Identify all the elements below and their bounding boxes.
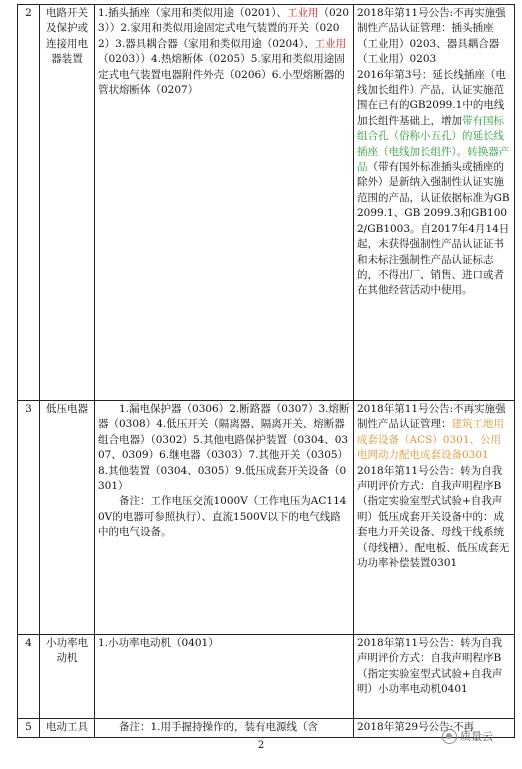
scope-text: （0203））4.热熔断体（0205）5.家用和类似用途固定式电气装置电器附件外壳（0206）6.小型熔断器的管状熔断体（0207） (98, 53, 345, 97)
product-scope (95, 401, 354, 635)
remarks (354, 401, 515, 635)
category-name: 低压电器 (40, 401, 95, 635)
watermark-text: 质量云 (460, 730, 493, 743)
category-name: 电路开关及保护或连接用电器装置 (40, 5, 95, 401)
highlight-text: 带有国标组合孔（俗称小五孔）的延长线插座（电线加长组件）。转换器产品 (357, 114, 510, 174)
table-row (18, 401, 515, 635)
scope-note: 备注：工作电压交流1000V（工作电压为AC1140V的电器可参照执行）、直流1500V以下的电气线路中的电气设备。 (98, 495, 347, 539)
row-number: 4 (18, 635, 40, 719)
scope-text: （0203））2.家用和类似用途固定式电气装置的开关（0202）3.器具耦合器（家用和类似用途（0204）、 (98, 7, 350, 50)
category-name: 电动工具 (40, 719, 95, 738)
table-row (18, 635, 515, 719)
remark-paragraph: 2018年第11号公告：转为自我声明评价方式：自我声明程序B（指定实验室型式试验+自我声明）小功率电动机0401 (357, 637, 503, 696)
remark-text: 2016年第3号：延长线插座（电线加长组件）产品，认证实施范围在已有的GB2099.1中的电线加长组件基础上，增加 (357, 68, 506, 127)
row-number: 5 (18, 719, 40, 738)
product-scope (95, 5, 354, 401)
highlight-text: 工业用 (314, 37, 347, 50)
product-catalogue-table (17, 4, 515, 738)
remark-text: （带有国外标准插头或插座的除外）是新纳入强制性认证实施范围的产品，认证依据标准为GB 2099.1、GB 2099.3和GB1002/GB1003。自2017年4月14日起，未获得强制性产品认证证书和未标注强制性产品认证标志的，不得出厂、销售、进口或者在其他经营活动中使用。 (357, 161, 510, 297)
remark-paragraph: 2018年第11号公告：转为自我声明评价方式：自我声明程序B（指定实验室型式试验+自我声明）低压成套开关设备中的：成套电力开关设备、母线干线系统（母线槽）、配电板、低压成套无功功率补偿装置0301 (357, 464, 510, 570)
product-scope (95, 635, 354, 719)
remark-paragraph: 2018年第29号公告:不再 (357, 721, 475, 733)
remarks (354, 5, 515, 401)
product-scope (95, 719, 354, 738)
highlight-text: 工业用 (287, 7, 319, 19)
remark-text: 2018年第11号公告:不再实施强制性产品认证管理： (357, 403, 506, 431)
row-number: 3 (18, 401, 40, 635)
table-row (18, 5, 515, 401)
remark-paragraph (357, 402, 511, 464)
remark-paragraph: 2018年第11号公告:不再实施强制性产品认证管理：插头插座（工业用）0203、器具耦合器（工业用）0203 (357, 7, 506, 66)
highlight-text: 建筑工地用成套设备（ACS）0301、公用电网动力配电成套设备0301 (357, 418, 504, 462)
table-row (18, 719, 515, 738)
row-number: 2 (18, 5, 40, 401)
scope-text: 备注：1.用手握持操作的，装有电源线（含 (119, 721, 319, 733)
scope-text: 1.小功率电动机（0401） (98, 637, 219, 649)
remark-paragraph (357, 68, 511, 299)
remarks (354, 635, 515, 719)
page-number: 2 (257, 740, 265, 751)
scope-text: 1.插头插座（家用和类似用途（0201）、 (98, 7, 287, 19)
scope-text: 1.漏电保护器（0306）2.断路器（0307）3.熔断器（0308）4.低压开关（隔离器、隔离开关、熔断器组合电器）（0302）5.其他电路保护装置（0304、0307、0309）6.继电器（0303）7.其他开关（0305）8.其他装置（0304、0305）9.低压成套开关设备（0301） (98, 403, 350, 493)
category-name: 小功率电动机 (40, 635, 95, 719)
